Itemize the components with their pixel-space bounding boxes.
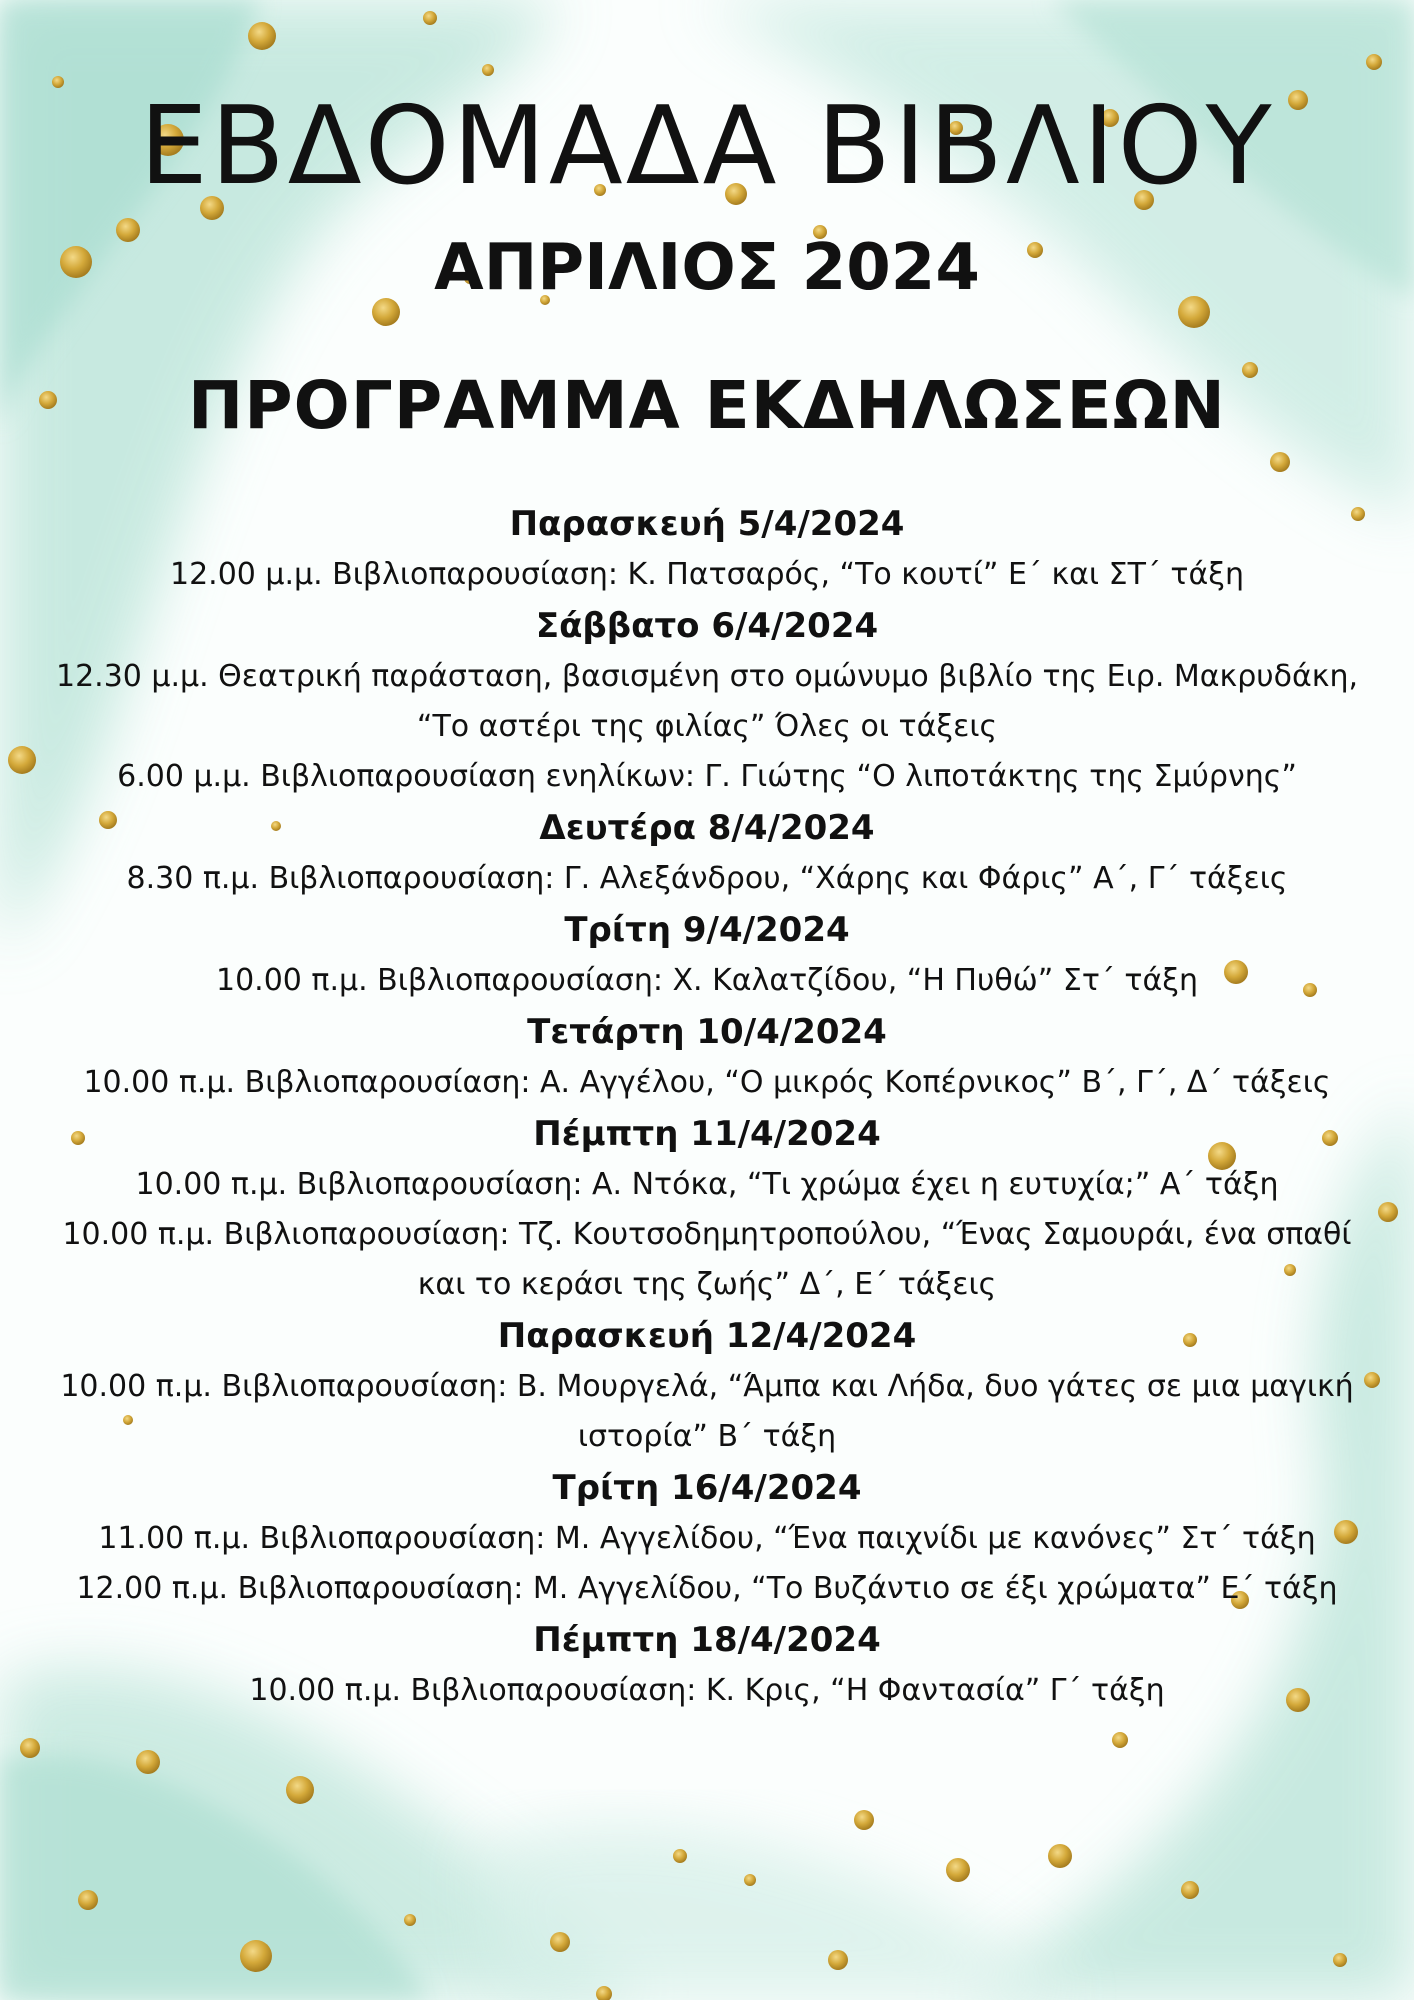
schedule-day-heading: Πέμπτη 11/4/2024 bbox=[533, 1114, 881, 1154]
schedule-event: 12.30 μ.μ. Θεατρική παράσταση, βασισμένη στο ομώνυμο βιβλίο της Ειρ. Μακρυδάκη, “Το αστέρι της φιλίας” Όλες οι τάξεις bbox=[55, 659, 1358, 744]
event-schedule bbox=[30, 498, 1384, 1716]
schedule-event: 10.00 π.μ. Βιβλιοπαρουσίαση: Χ. Καλατζίδου, “Η Πυθώ” Στ΄ τάξη bbox=[215, 963, 1199, 998]
schedule-day-heading: Τρίτη 9/4/2024 bbox=[564, 910, 850, 950]
schedule-day-heading: Παρασκευή 12/4/2024 bbox=[497, 1316, 917, 1356]
schedule-event: 10.00 π.μ. Βιβλιοπαρουσίαση: Α. Αγγέλου, “Ο μικρός Κοπέρνικος” Β΄, Γ΄, Δ΄ τάξεις bbox=[83, 1065, 1331, 1100]
schedule-event: 10.00 π.μ. Βιβλιοπαρουσίαση: Κ. Κρις, “Η Φαντασία” Γ΄ τάξη bbox=[249, 1673, 1165, 1708]
schedule-event: 10.00 π.μ. Βιβλιοπαρουσίαση: Α. Ντόκα, “Τι χρώμα έχει η ευτυχία;” Α΄ τάξη bbox=[135, 1167, 1279, 1202]
schedule-event: 10.00 π.μ. Βιβλιοπαρουσίαση: Β. Μουργελά, “Άμπα και Λήδα, δυο γάτες σε μια μαγική ιστορία” Β΄ τάξη bbox=[60, 1369, 1354, 1454]
schedule-day-heading: Σάββατο 6/4/2024 bbox=[535, 606, 879, 646]
schedule-event: 11.00 π.μ. Βιβλιοπαρουσίαση: Μ. Αγγελίδου, “Ένα παιχνίδι με κανόνες” Στ΄ τάξη bbox=[98, 1521, 1316, 1556]
schedule-event: 10.00 π.μ. Βιβλιοπαρουσίαση: Τζ. Κουτσοδημητροπούλου, “Ένας Σαμουράι, ένα σπαθί και το κεράσι της ζωής” Δ΄, Ε΄ τάξεις bbox=[62, 1217, 1352, 1302]
schedule-event: 12.00 π.μ. Βιβλιοπαρουσίαση: Μ. Αγγελίδου, “Το Βυζάντιο σε έξι χρώματα” Ε΄ τάξη bbox=[76, 1571, 1338, 1606]
program-heading: ΠΡΟΓΡΑΜΜΑ ΕΚΔΗΛΩΣΕΩΝ bbox=[188, 367, 1226, 444]
schedule-day-heading: Παρασκευή 5/4/2024 bbox=[509, 504, 905, 544]
schedule-day-heading: Τετάρτη 10/4/2024 bbox=[527, 1012, 887, 1052]
schedule-day-heading: Πέμπτη 18/4/2024 bbox=[533, 1620, 881, 1660]
schedule-day-heading: Τρίτη 16/4/2024 bbox=[552, 1468, 862, 1508]
schedule-day-heading: Δευτέρα 8/4/2024 bbox=[539, 808, 875, 848]
schedule-event: 8.30 π.μ. Βιβλιοπαρουσίαση: Γ. Αλεξάνδρου, “Χάρης και Φάρις” Α΄, Γ΄ τάξεις bbox=[126, 861, 1288, 896]
poster-title: ΕΒΔΟΜΑΔΑ ΒΙΒΛΙΟΥ bbox=[139, 84, 1275, 209]
schedule-event: 6.00 μ.μ. Βιβλιοπαρουσίαση ενηλίκων: Γ. Γιώτης “Ο λιποτάκτης της Σμύρνης” bbox=[117, 759, 1297, 794]
schedule-event: 12.00 μ.μ. Βιβλιοπαρουσίαση: Κ. Πατσαρός, “Το κουτί” Ε΄ και ΣΤ΄ τάξη bbox=[169, 557, 1245, 592]
poster-subtitle: ΑΠΡΙΛΙΟΣ 2024 bbox=[434, 231, 980, 305]
